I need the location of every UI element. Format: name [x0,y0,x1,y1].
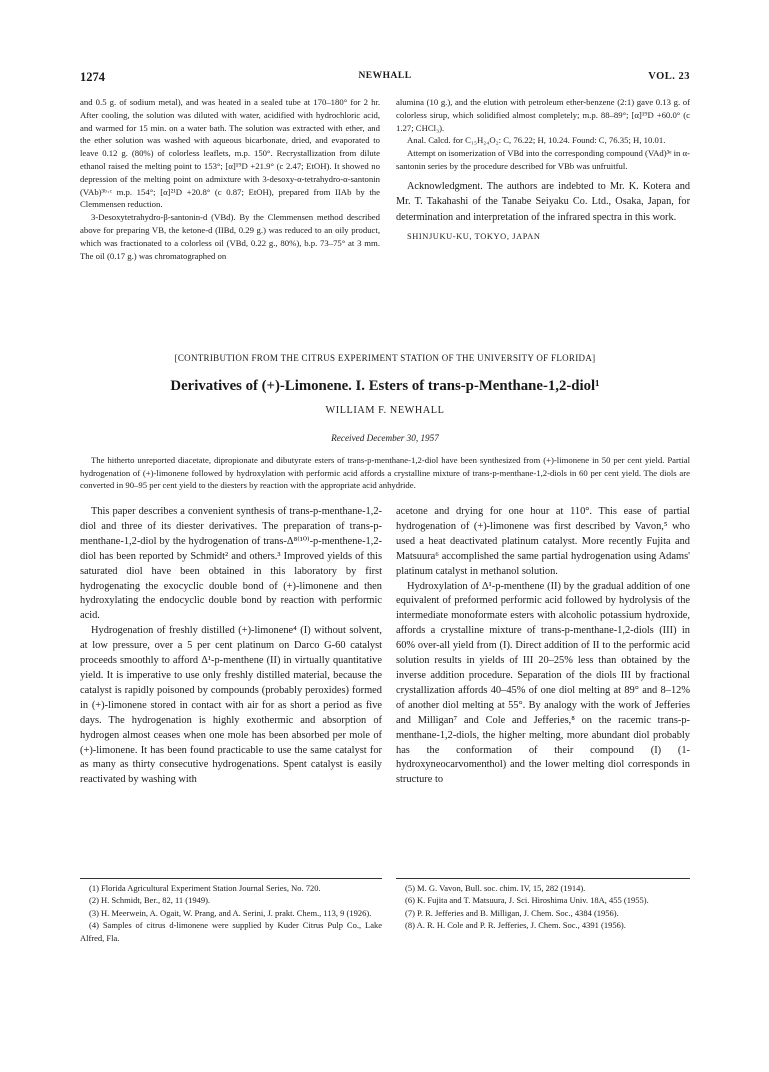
running-head-author: NEWHALL [358,71,412,81]
footnote: (6) K. Fujita and T. Matsuura, J. Sci. Hiroshima Univ. 18A, 455 (1955). [405,895,649,906]
body-paragraph: This paper describes a convenient synthesis of trans-p-menthane-1,2-diol and three of its diester derivatives. The preparation of trans-p-menthane-1,2-diol by the hydrogenation of trans-Δ⁸⁽¹⁰⁾-p-menthene-1,2-diol has been reported by Schmidt² and others.³ Improved yields of this saturated diol have been obtained in this laboratory by first hydrogenating the exocyclic double bond of (+)-limonene and then hydroxylating the endocyclic double bond by reaction with performic acid. [80,506,382,622]
abstract [80,454,690,492]
footnote: (1) Florida Agricultural Experiment Station Journal Series, No. 720. [89,883,321,893]
footnote-rule [80,878,382,879]
prev-paragraph: alumina (10 g.), and the elution with petroleum ether-benzene (2:1) gave 0.13 g. of colorless sirup, which solidified almost completely; m.p. 88–89°; [α]¹⁹D +60.0° (c 1.27; CHCl₃). [396,97,690,133]
prev-paragraph: 3-Desoxytetrahydro-β-santonin-d (VBd). By the Clemmensen method described above for preparing VB, the ketone-d (IIBd, 0.29 g.) was reduced to an oily product, which was fractionated to a colorless oil (VBd, 0.22 g., 80%), b.p. 73–75° at 3 mm. The oil (0.17 g.) was chromatographed on [80,212,380,261]
contribution-line: [CONTRIBUTION FROM THE CITRUS EXPERIMENT STATION OF THE UNIVERSITY OF FLORIDA] [174,353,596,363]
body-left-column [80,505,382,788]
footnote: (2) H. Schmidt, Ber., 82, 11 (1949). [89,895,211,906]
footnote: (4) Samples of citrus d-limonene were supplied by Kuder Citrus Pulp Co., Lake Alfred, Fla. [80,920,382,943]
body-right-column [396,505,690,788]
footnotes-right [396,882,690,932]
article-author: WILLIAM F. NEWHALL [325,405,445,416]
affiliation-location: SHINJUKU-KU, TOKYO, JAPAN [407,232,541,241]
prev-article-left-column [80,96,380,262]
prev-article-right-column [396,96,690,244]
article-title: Derivatives of (+)-Limonene. I. Esters of trans-p-Menthane-1,2-diol¹ [170,378,600,394]
running-head [80,70,690,86]
body-paragraph: Hydrogenation of freshly distilled (+)-limonene⁴ (I) without solvent, at low pressure, over a 5 per cent platinum on Darco G-60 catalyst proceeds smoothly to afford Δ¹-p-menthene (II) in virtually quantitative yield. It is imperative to use only freshly distilled material, because the catalyst is rapidly poisoned by compounds (probably peroxides) formed in (+)-limonene stored in contact with air for as short a period as five days. The hydrogenation is highly exothermic and absorption of hydrogen almost ceases when one mole has been absorbed per mole of (+)-limonene. It has been found practicable to use the same catalyst for as many as thirty consecutive hydrogenations. Spent catalyst is easily reactivated by washing with [80,625,382,786]
footnote: (5) M. G. Vavon, Bull. soc. chim. IV, 15, 282 (1914). [405,883,586,893]
abstract-text: The hitherto unreported diacetate, dipropionate and dibutyrate esters of trans-p-menthane-1,2-diol have been synthesized from (+)-limonene in 50 per cent yield. Partial hydrogenation of (+)-limonene followed by hydroxylation with performic acid affords a crystalline mixture of trans-p-menthane-1,2-diols in 60 per cent yield. The diols are converted in 90–95 per cent yield to the diesters by reaction with the appropriate acid anhydride. [80,455,690,490]
volume-number: VOL. 23 [648,71,690,82]
footnotes-left [80,882,382,944]
footnote-rule [396,878,690,879]
received-date: Received December 30, 1957 [331,433,439,443]
prev-paragraph: and 0.5 g. of sodium metal), and was heated in a sealed tube at 170–180° for 2 hr. After cooling, the solution was diluted with water, acidified with hydrochloric acid, and warmed for 15 min. on a water bath. The solution was extracted with ether, and the ether solution was washed with aqueous bicarbonate, dried, and evaporated to leave 0.12 g. (80%) of colorless leaflets, m.p. 150°. Recrystallization from dilute ethanol raised the melting point to 153°; [α]¹⁹D +21.9° (c 2.47; EtOH). It showed no depression of the melting point on admixture with 3-desoxy-α-tetrahydro-α-santonin (VAb)³ᵇ·ᶜ m.p. 154°; [α]²¹D +20.8° (c 0.87; EtOH), prepared from IIAb by the Clemmensen reduction. [80,97,380,210]
body-paragraph: Hydroxylation of Δ¹-p-menthene (II) by the gradual addition of one equivalent of preformed performic acid followed by hydrolysis of the intermediate monoformate esters with alcoholic potassium hydroxide, affords a crystalline mixture of trans-p-menthane-1,2-diols (III) in 60% over-all yield from (I). Direct addition of II to the performic acid solution results in yields of III 20–25% less than obtained by the inverse addition procedure. Separation of the diols III by fractional crystallization affords 40–45% of one diol melting at 89° and 8–12% of another diol melting at 55°. By analogy with the work of Jefferies and Milligan⁷ and Cole and Jefferies,⁸ on the racemic trans-p-menthane-1,2-diols, the higher melting, more abundant diol probably has the conformation of their compound (I) (1-hydroxyneocarvomenthol) and the lower melting diol corresponds in structure to [396,580,690,786]
prev-analysis: Anal. Calcd. for C₁₅H₂₄O₂: C, 76.22; H, 10.24. Found: C, 76.35; H, 10.01. [407,135,666,146]
prev-paragraph: Attempt on isomerization of VBd into the corresponding compound (VAd)³ᵉ in α-santonin series by the procedure described for VBb was unfruitful. [396,148,690,171]
footnote: (3) H. Meerwein, A. Ogait, W. Prang, and A. Serini, J. prakt. Chem., 113, 9 (1926). [89,907,372,918]
page-number: 1274 [80,70,105,84]
footnote: (8) A. R. H. Cole and P. R. Jefferies, J. Chem. Soc., 4391 (1956). [405,920,626,931]
footnote: (7) P. R. Jefferies and B. Milligan, J. Chem. Soc., 4384 (1956). [405,907,619,918]
acknowledgment: Acknowledgment. The authors are indebted to Mr. K. Kotera and Mr. T. Takahashi of the Tanabe Seiyaku Co. Ltd., Osaka, Japan, for determination and interpretation of the infrared spectra in this work. [396,180,690,223]
body-paragraph: acetone and drying for one hour at 110°. This ease of partial hydrogenation of (+)-limonene was first described by Vavon,⁵ who used a heat deactivated platinum catalyst. More recently Fujita and Matsuura⁶ accomplished the same partial hydrogenation using Adams' platinum catalyst in methanol solution. [396,506,690,577]
